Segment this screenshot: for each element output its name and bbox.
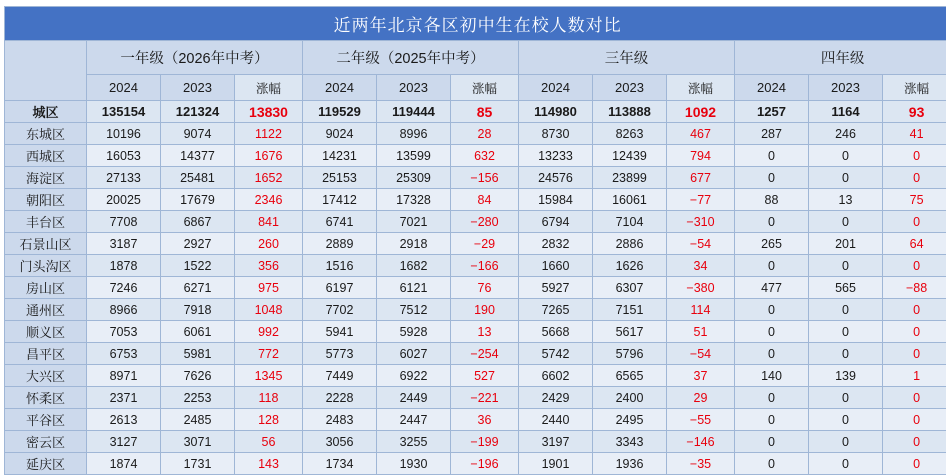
cell-count: 5796: [593, 343, 667, 365]
cell-delta: 0: [883, 321, 946, 343]
table-row: [5, 343, 946, 365]
cell-count: 113888: [593, 101, 667, 123]
cell-count: 5617: [593, 321, 667, 343]
cell-count: 3197: [519, 431, 593, 453]
cell-count: 7702: [303, 299, 377, 321]
cell-delta: 1676: [235, 145, 303, 167]
cell-count: 2228: [303, 387, 377, 409]
cell-count: 7265: [519, 299, 593, 321]
cell-count: 14377: [161, 145, 235, 167]
cell-count: 2886: [593, 233, 667, 255]
cell-count: 0: [809, 321, 883, 343]
cell-delta: −156: [451, 167, 519, 189]
cell-count: 1930: [377, 453, 451, 475]
cell-count: 0: [735, 321, 809, 343]
row-label: 城区: [5, 101, 87, 123]
row-label: 门头沟区: [5, 255, 87, 277]
cell-count: 5941: [303, 321, 377, 343]
row-label: 房山区: [5, 277, 87, 299]
table-row: [5, 101, 946, 123]
cell-count: 5773: [303, 343, 377, 365]
table-row: [5, 189, 946, 211]
cell-count: 0: [735, 343, 809, 365]
group-header-grade4: 四年级: [735, 41, 946, 75]
cell-count: 88: [735, 189, 809, 211]
year-header-g1-2024: 2024: [87, 75, 161, 101]
cell-delta: 13830: [235, 101, 303, 123]
cell-delta: −280: [451, 211, 519, 233]
cell-delta: −29: [451, 233, 519, 255]
data-table: [4, 6, 946, 475]
cell-count: 23899: [593, 167, 667, 189]
cell-delta: 29: [667, 387, 735, 409]
year-header-g1-2023: 2023: [161, 75, 235, 101]
cell-count: 8730: [519, 123, 593, 145]
cell-count: 8263: [593, 123, 667, 145]
cell-count: 6602: [519, 365, 593, 387]
cell-delta: 85: [451, 101, 519, 123]
year-header-row: [5, 75, 946, 101]
table-row: [5, 431, 946, 453]
cell-count: 1734: [303, 453, 377, 475]
cell-count: 20025: [87, 189, 161, 211]
cell-delta: −380: [667, 277, 735, 299]
row-label: 延庆区: [5, 453, 87, 475]
cell-count: 0: [809, 167, 883, 189]
cell-count: 2400: [593, 387, 667, 409]
cell-count: 139: [809, 365, 883, 387]
cell-delta: 467: [667, 123, 735, 145]
cell-delta: 0: [883, 431, 946, 453]
cell-delta: −196: [451, 453, 519, 475]
cell-count: 0: [735, 387, 809, 409]
table-row: [5, 145, 946, 167]
cell-delta: −88: [883, 277, 946, 299]
cell-delta: 56: [235, 431, 303, 453]
cell-delta: 794: [667, 145, 735, 167]
cell-delta: −54: [667, 233, 735, 255]
cell-delta: −35: [667, 453, 735, 475]
cell-count: 5981: [161, 343, 235, 365]
group-header-grade2: 二年级（2025年中考）: [303, 41, 519, 75]
table-row: [5, 321, 946, 343]
cell-count: 6922: [377, 365, 451, 387]
cell-delta: 0: [883, 145, 946, 167]
cell-count: 6794: [519, 211, 593, 233]
row-label: 平谷区: [5, 409, 87, 431]
cell-count: 5742: [519, 343, 593, 365]
cell-delta: 1092: [667, 101, 735, 123]
cell-count: 7449: [303, 365, 377, 387]
title-row: [5, 7, 946, 41]
cell-count: 8971: [87, 365, 161, 387]
cell-count: 0: [809, 453, 883, 475]
table-row: [5, 123, 946, 145]
cell-delta: 64: [883, 233, 946, 255]
cell-count: 17679: [161, 189, 235, 211]
cell-delta: 114: [667, 299, 735, 321]
cell-delta: −166: [451, 255, 519, 277]
year-header-g3-2024: 2024: [519, 75, 593, 101]
cell-count: 7708: [87, 211, 161, 233]
year-header-g2-delta: 涨幅: [451, 75, 519, 101]
cell-count: 2613: [87, 409, 161, 431]
cell-delta: 93: [883, 101, 946, 123]
cell-delta: 0: [883, 299, 946, 321]
row-label: 顺义区: [5, 321, 87, 343]
cell-count: 7021: [377, 211, 451, 233]
cell-delta: −54: [667, 343, 735, 365]
cell-delta: 0: [883, 453, 946, 475]
cell-count: 6197: [303, 277, 377, 299]
cell-delta: 0: [883, 409, 946, 431]
cell-delta: −254: [451, 343, 519, 365]
corner-cell: [5, 41, 87, 101]
cell-count: 1901: [519, 453, 593, 475]
cell-delta: 0: [883, 343, 946, 365]
cell-count: 2449: [377, 387, 451, 409]
cell-count: 6061: [161, 321, 235, 343]
cell-delta: 632: [451, 145, 519, 167]
cell-count: 2371: [87, 387, 161, 409]
cell-delta: 260: [235, 233, 303, 255]
cell-count: 1682: [377, 255, 451, 277]
cell-count: 0: [809, 145, 883, 167]
year-header-g1-delta: 涨幅: [235, 75, 303, 101]
cell-count: 6867: [161, 211, 235, 233]
cell-count: 265: [735, 233, 809, 255]
cell-delta: 0: [883, 167, 946, 189]
table-row: [5, 365, 946, 387]
cell-count: 15984: [519, 189, 593, 211]
cell-count: 3056: [303, 431, 377, 453]
row-label: 朝阳区: [5, 189, 87, 211]
cell-count: 6271: [161, 277, 235, 299]
page-title: 近两年北京各区初中生在校人数对比: [5, 7, 946, 41]
cell-delta: 34: [667, 255, 735, 277]
cell-delta: −221: [451, 387, 519, 409]
cell-count: 0: [809, 255, 883, 277]
cell-count: 3255: [377, 431, 451, 453]
cell-delta: 41: [883, 123, 946, 145]
cell-count: 8966: [87, 299, 161, 321]
cell-count: 5927: [519, 277, 593, 299]
cell-count: 6307: [593, 277, 667, 299]
cell-count: 140: [735, 365, 809, 387]
row-label: 通州区: [5, 299, 87, 321]
cell-count: 2927: [161, 233, 235, 255]
year-header-g4-2024: 2024: [735, 75, 809, 101]
cell-count: 1257: [735, 101, 809, 123]
cell-count: 0: [735, 167, 809, 189]
cell-count: 7626: [161, 365, 235, 387]
cell-count: 17412: [303, 189, 377, 211]
cell-count: 13233: [519, 145, 593, 167]
cell-count: 0: [809, 343, 883, 365]
cell-delta: 1345: [235, 365, 303, 387]
cell-delta: 975: [235, 277, 303, 299]
group-header-grade3: 三年级: [519, 41, 735, 75]
table-header: [5, 7, 946, 101]
table-row: [5, 409, 946, 431]
cell-count: 0: [809, 431, 883, 453]
cell-count: 0: [735, 299, 809, 321]
cell-count: 0: [809, 387, 883, 409]
cell-count: 2918: [377, 233, 451, 255]
table-row: [5, 387, 946, 409]
table-row: [5, 299, 946, 321]
table-row: [5, 277, 946, 299]
cell-delta: 37: [667, 365, 735, 387]
cell-count: 287: [735, 123, 809, 145]
table-body: [5, 101, 946, 475]
year-header-g4-2023: 2023: [809, 75, 883, 101]
cell-count: 2485: [161, 409, 235, 431]
cell-count: 2832: [519, 233, 593, 255]
cell-delta: 772: [235, 343, 303, 365]
cell-count: 10196: [87, 123, 161, 145]
cell-count: 1660: [519, 255, 593, 277]
cell-count: 1626: [593, 255, 667, 277]
cell-count: 2889: [303, 233, 377, 255]
cell-delta: 677: [667, 167, 735, 189]
cell-count: 7151: [593, 299, 667, 321]
cell-count: 6741: [303, 211, 377, 233]
cell-count: 3127: [87, 431, 161, 453]
cell-count: 121324: [161, 101, 235, 123]
cell-count: 7918: [161, 299, 235, 321]
cell-delta: 76: [451, 277, 519, 299]
cell-delta: 841: [235, 211, 303, 233]
group-header-grade1: 一年级（2026年中考）: [87, 41, 303, 75]
cell-count: 0: [809, 299, 883, 321]
cell-count: 119444: [377, 101, 451, 123]
cell-count: 6027: [377, 343, 451, 365]
cell-delta: 84: [451, 189, 519, 211]
row-label: 怀柔区: [5, 387, 87, 409]
cell-count: 1936: [593, 453, 667, 475]
cell-count: 7246: [87, 277, 161, 299]
cell-count: 9024: [303, 123, 377, 145]
cell-delta: 0: [883, 211, 946, 233]
cell-delta: −77: [667, 189, 735, 211]
year-header-g2-2023: 2023: [377, 75, 451, 101]
cell-delta: 1122: [235, 123, 303, 145]
table-row: [5, 211, 946, 233]
cell-count: 7104: [593, 211, 667, 233]
cell-count: 3071: [161, 431, 235, 453]
cell-delta: 13: [451, 321, 519, 343]
cell-count: 135154: [87, 101, 161, 123]
table-row: [5, 167, 946, 189]
cell-delta: −146: [667, 431, 735, 453]
cell-count: 25153: [303, 167, 377, 189]
year-header-g2-2024: 2024: [303, 75, 377, 101]
row-label: 石景山区: [5, 233, 87, 255]
cell-count: 0: [735, 431, 809, 453]
cell-delta: 28: [451, 123, 519, 145]
year-header-g3-delta: 涨幅: [667, 75, 735, 101]
table-row: [5, 453, 946, 475]
cell-count: 119529: [303, 101, 377, 123]
cell-delta: 0: [883, 255, 946, 277]
row-label: 海淀区: [5, 167, 87, 189]
cell-count: 3187: [87, 233, 161, 255]
cell-count: 2253: [161, 387, 235, 409]
cell-count: 1874: [87, 453, 161, 475]
cell-count: 13: [809, 189, 883, 211]
table-row: [5, 233, 946, 255]
cell-count: 13599: [377, 145, 451, 167]
cell-count: 1878: [87, 255, 161, 277]
cell-count: 14231: [303, 145, 377, 167]
cell-count: 5928: [377, 321, 451, 343]
row-label: 西城区: [5, 145, 87, 167]
cell-count: 2447: [377, 409, 451, 431]
cell-count: 114980: [519, 101, 593, 123]
cell-count: 201: [809, 233, 883, 255]
cell-count: 2429: [519, 387, 593, 409]
row-label: 昌平区: [5, 343, 87, 365]
cell-count: 1516: [303, 255, 377, 277]
year-header-g4-delta: 涨幅: [883, 75, 946, 101]
cell-count: 16053: [87, 145, 161, 167]
cell-count: 8996: [377, 123, 451, 145]
cell-delta: 1: [883, 365, 946, 387]
cell-delta: 143: [235, 453, 303, 475]
cell-count: 1164: [809, 101, 883, 123]
row-label: 丰台区: [5, 211, 87, 233]
cell-delta: 128: [235, 409, 303, 431]
cell-count: 565: [809, 277, 883, 299]
cell-count: 7512: [377, 299, 451, 321]
cell-count: 6121: [377, 277, 451, 299]
cell-count: 0: [735, 211, 809, 233]
group-header-row: [5, 41, 946, 75]
cell-count: 0: [735, 453, 809, 475]
cell-count: 2495: [593, 409, 667, 431]
cell-delta: 2346: [235, 189, 303, 211]
row-label: 大兴区: [5, 365, 87, 387]
cell-delta: 51: [667, 321, 735, 343]
cell-count: 0: [809, 409, 883, 431]
cell-count: 0: [735, 409, 809, 431]
cell-delta: 992: [235, 321, 303, 343]
cell-count: 477: [735, 277, 809, 299]
cell-delta: 190: [451, 299, 519, 321]
cell-delta: 0: [883, 387, 946, 409]
cell-count: 2483: [303, 409, 377, 431]
cell-count: 16061: [593, 189, 667, 211]
cell-count: 0: [735, 255, 809, 277]
cell-delta: −310: [667, 211, 735, 233]
cell-count: 25309: [377, 167, 451, 189]
cell-count: 246: [809, 123, 883, 145]
table-row: [5, 255, 946, 277]
cell-count: 3343: [593, 431, 667, 453]
cell-delta: −55: [667, 409, 735, 431]
row-label: 密云区: [5, 431, 87, 453]
cell-delta: 118: [235, 387, 303, 409]
cell-count: 0: [809, 211, 883, 233]
cell-count: 1522: [161, 255, 235, 277]
cell-count: 5668: [519, 321, 593, 343]
cell-count: 24576: [519, 167, 593, 189]
cell-delta: 1048: [235, 299, 303, 321]
cell-count: 7053: [87, 321, 161, 343]
cell-count: 17328: [377, 189, 451, 211]
cell-delta: 527: [451, 365, 519, 387]
cell-count: 0: [735, 145, 809, 167]
cell-delta: 1652: [235, 167, 303, 189]
cell-count: 6753: [87, 343, 161, 365]
cell-delta: 75: [883, 189, 946, 211]
cell-count: 12439: [593, 145, 667, 167]
cell-count: 25481: [161, 167, 235, 189]
cell-count: 2440: [519, 409, 593, 431]
cell-count: 27133: [87, 167, 161, 189]
cell-count: 1731: [161, 453, 235, 475]
cell-delta: −199: [451, 431, 519, 453]
cell-delta: 356: [235, 255, 303, 277]
row-label: 东城区: [5, 123, 87, 145]
cell-count: 6565: [593, 365, 667, 387]
year-header-g3-2023: 2023: [593, 75, 667, 101]
cell-delta: 36: [451, 409, 519, 431]
cell-count: 9074: [161, 123, 235, 145]
